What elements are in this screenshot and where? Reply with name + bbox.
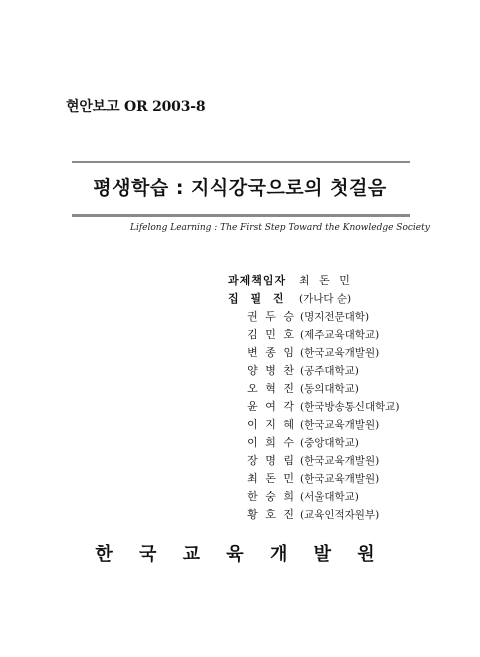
member-affiliation: (교육인적자원부) [300,509,380,521]
member-row [228,416,399,434]
member-row [228,308,399,326]
lead-label: 과제책임자 [228,274,287,287]
member-name: 김 민 호 [247,328,296,341]
member-row [228,452,399,470]
publisher: 한 국 교 육 개 발 원 [95,544,385,565]
member-name: 한 숭 희 [247,490,296,503]
top-divider [72,161,410,163]
member-row [228,488,399,506]
lead-name: 최 돈 민 [299,274,353,287]
report-code: 현안보고 OR 2003-8 [66,99,206,115]
member-row [228,380,399,398]
member-name: 오 혁 진 [247,382,296,395]
member-row [228,344,399,362]
member-name: 이 희 수 [247,436,296,449]
member-name: 윤 여 각 [247,400,296,413]
english-subtitle: Lifelong Learning : The First Step Toward the Knowledge Society [130,223,430,233]
member-row [228,398,399,416]
member-name: 권 두 승 [247,310,296,323]
member-affiliation: (동의대학교) [300,383,359,395]
member-affiliation: (공주대학교) [300,365,359,377]
member-name: 이 지 혜 [247,418,296,431]
writers-row [228,290,399,308]
lead-row [228,272,399,290]
member-row [228,506,399,524]
member-row [228,434,399,452]
member-affiliation: (한국교육개발원) [300,473,380,485]
bottom-divider [72,214,410,217]
member-row [228,362,399,380]
member-affiliation: (한국교육개발원) [300,347,380,359]
member-affiliation: (한국교육개발원) [300,455,380,467]
member-affiliation: (제주교육대학교) [300,329,380,341]
member-affiliation: (서울대학교) [300,491,359,503]
member-name: 변 종 임 [247,346,296,359]
writers-note: (가나다 순) [299,293,352,305]
member-affiliation: (한국방송통신대학교) [300,401,400,413]
staff-list [228,272,399,524]
member-affiliation: (명지전문대학) [300,311,370,323]
writers-label: 집 필 진 [228,292,288,305]
member-name: 양 병 찬 [247,364,296,377]
member-name: 최 돈 민 [247,472,296,485]
member-name: 황 호 진 [247,508,296,521]
member-affiliation: (한국교육개발원) [300,419,380,431]
member-name: 장 명 림 [247,454,296,467]
members-list [228,308,399,524]
report-title: 평생학습 : 지식강국으로의 첫걸음 [93,177,387,199]
member-affiliation: (중앙대학교) [300,437,359,449]
member-row [228,470,399,488]
member-row [228,326,399,344]
